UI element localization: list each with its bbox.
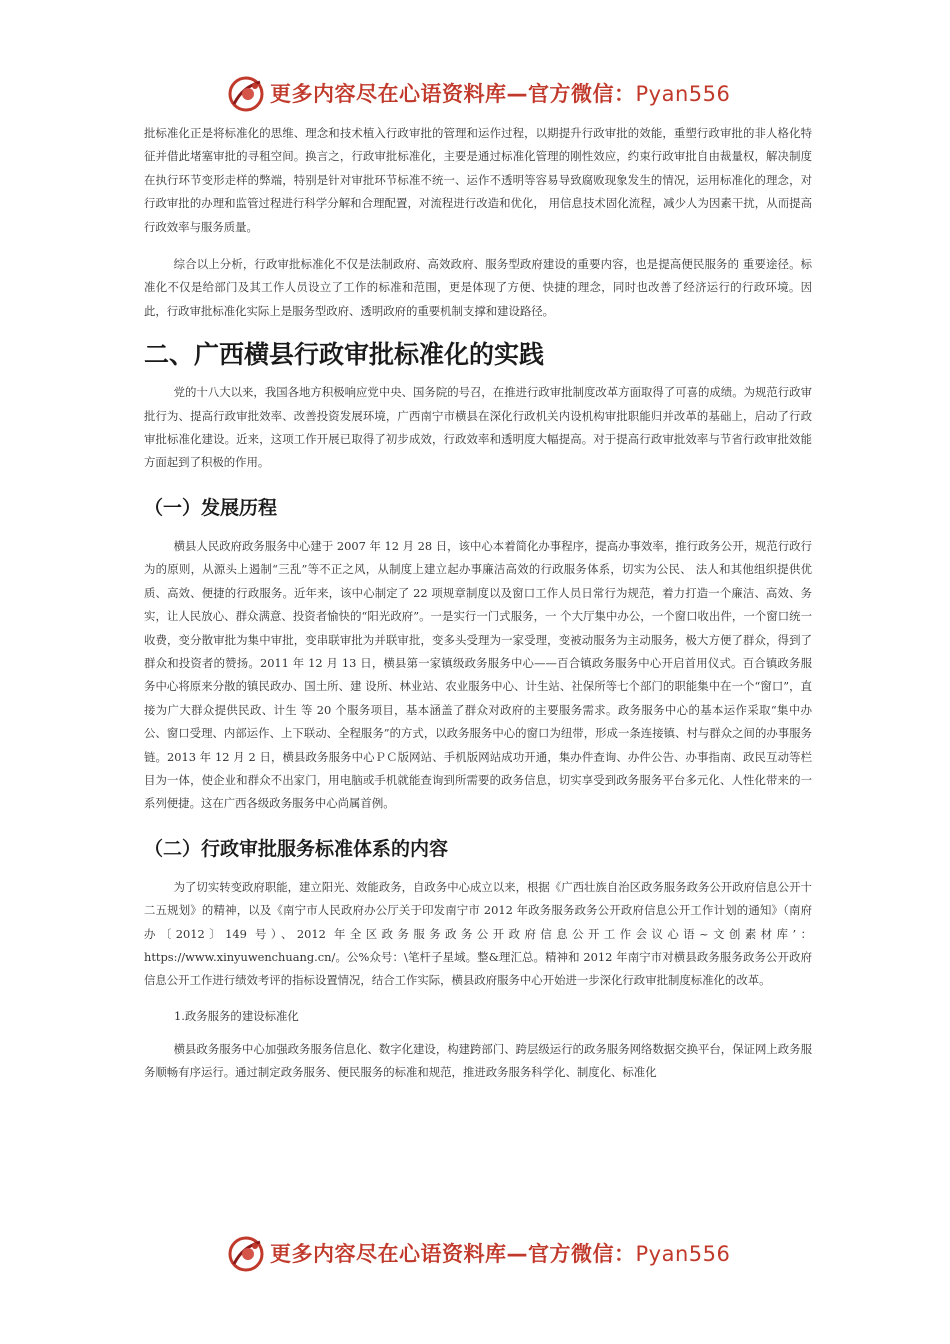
banner-wechat: Pyan556 [635, 1242, 731, 1266]
banner-text [270, 1238, 730, 1268]
subsection-2-title: （二）行政审批服务标准体系的内容 [144, 837, 449, 860]
banner-label: 更多内容尽在心语资料库—官方微信： [270, 1242, 636, 1266]
subsection-1-body: 横县人民政府政务服务中心建于 2007 年 12 月 28 日，该中心本着简化办事程序，提高办事效率，推行政务公开，规范行政行为的原则，从源头上遏制“三乱”等不正之风，从制度上建立起办事廉洁高效的行政服务体系，切实为公民、 法人和其他组织提供优质、高效、便捷的行政服务。近年来，该中心制定了 22 项规章制度以及窗口工作人员日常行为规范，着力打造一个廉洁、高效、务实，让人民放心、群众满意、投资者愉快的“阳光政府”。一是实行一门式服务，一 个大厅集中办公，一个窗口收出件，一个窗口统一收费，变分散审批为集中审批，变串联审批为并联审批，变多头受理为一家受理，变被动服务为主动服务，极大方便了群众，得到了群众和投资者的赞扬。2011 年 12 月 13 日，横县第一家镇级政务服务中心——百合镇政务服务中心开启首用仪式。百合镇政务服务中心将原来分散的镇民政办、国土所、建 设所、林业站、农业服务中心、计生站、社保所等七个部门的职能集中在一个“窗口”，直接为广大群众提供民政、计生 等 20 个服务项目，基本涵盖了群众对政府的主要服务需求。政务服务中心的基本运作采取“集中办公、窗口受理、内部运作、上下联动、全程服务”的方式，以政务服务中心的窗口为纽带，形成一条连接镇、村与群众之间的办事服务链。2013 年 12 月 2 日，横县政务服务中心ＰＣ版网站、手机版网站成功开通，集办件查询、办件公告、办事指南、政民互动等栏目为一体，使企业和群众不出家门，用电脑或手机就能查询到所需要的政务信息，切实享受到政务服务平台多元化、人性化带来的一系列便捷。这在广西各级政务服务中心尚属首例。 [144, 538, 812, 811]
header-banner [0, 72, 950, 116]
item-1-title: 1.政务服务的建设标准化 [174, 1008, 299, 1023]
footer-banner [0, 1232, 950, 1276]
document-body [144, 122, 812, 1085]
banner-text [270, 78, 730, 108]
section-2-title: 二、广西横县行政审批标准化的实践 [144, 340, 545, 370]
banner-wechat: Pyan556 [635, 82, 731, 106]
brand-logo-icon [226, 1234, 266, 1274]
intro-paragraph-2: 综合以上分析，行政审批标准化不仅是法制政府、高效政府、服务型政府建设的重要内容，也是提高便民服务的 重要途径。标准化不仅是给部门及其工作人员设立了工作的标准和范围，更是体现了方便、快捷的理念，同时也改善了经济运行的行政环境。因此，行政审批标准化实际上是服务型政府、透明政府的重要机制支撑和建设路径。 [144, 257, 812, 318]
brand-logo-icon [226, 74, 266, 114]
intro-paragraph-1: 批标准化正是将标准化的思维、理念和技术植入行政审批的管理和运作过程，以期提升行政审批的效能，重塑行政审批的非人格化特征并借此堵塞审批的寻租空间。换言之，行政审批标准化，主要是通过标准化管理的刚性效应，约束行政审批自由裁量权，解决制度在执行环节变形走样的弊端，特别是针对审批环节标准不统一、运作不透明等容易导致腐败现象发生的情况，运用标准化的理念，对行政审批的办理和监管过程进行科学分解和合理配置，对流程进行改造和优化， 用信息技术固化流程，减少人为因素干扰，从而提高行政效率与服务质量。 [144, 126, 812, 234]
banner-label: 更多内容尽在心语资料库—官方微信： [270, 82, 636, 106]
subsection-1-title: （一）发展历程 [144, 496, 278, 519]
subsection-2-body: 为了切实转变政府职能，建立阳光、效能政务，自政务中心成立以来，根据《广西壮族自治区政务服务政务公开政府信息公开十二五规划》的精神，以及《南宁市人民政府办公厅关于印发南宁市 2012 年政务服务政务公开政府信息公开工作计划的通知》（南府办〔2012〕149 号）、2012 年全区政务服务政务公开政府信息公开工作会议心语~文创素材库’：https://www.xinyuwenchuang.cn/。公%众号：\笔杆子星域。整&理汇总。精神和 2012 年南宁市对横县政务服务政务公开政府信息公开工作进行绩效考评的指标设置情况，结合工作实际，横县政府服务中心开始进一步深化行政审批制度标准化的改革。 [144, 879, 812, 988]
section-2-intro: 党的十八大以来，我国各地方积极响应党中央、国务院的号召，在推进行政审批制度改革方面取得了可喜的成绩。为规范行政审批行为、提高行政审批效率、改善投资发展环境，广西南宁市横县在深化行政机关内设机构审批职能归并改革的基础上，启动了行政审批标准化建设。近来，这项工作开展已取得了初步成效，行政效率和透明度大幅提高。对于提高行政审批效率与节省行政审批效能方面起到了积极的作用。 [144, 385, 812, 470]
item-1-body: 横县政务服务中心加强政务服务信息化、数字化建设，构建跨部门、跨层级运行的政务服务网络数据交换平台，保证网上政务服务顺畅有序运行。通过制定政务服务、便民服务的标准和规范，推进政务服务科学化、制度化、标准化 [144, 1041, 812, 1080]
